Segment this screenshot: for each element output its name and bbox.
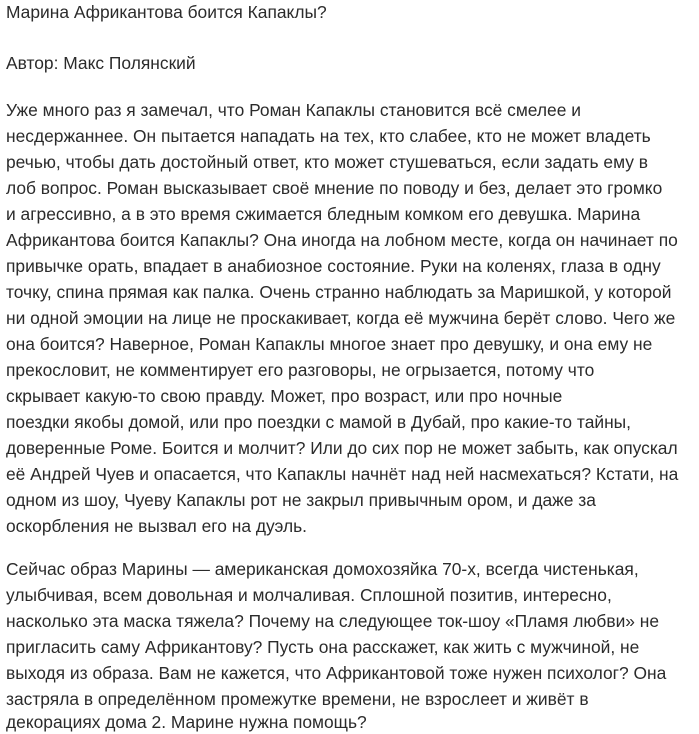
paragraph-line: Уже много раз я замечал, что Роман Капаклы становится всё смелее и xyxy=(6,100,581,120)
paragraph-line: речью, чтобы дать достойный ответ, кто может стушеваться, если задать ему в xyxy=(6,152,649,172)
paragraph-line: лоб вопрос. Роман высказывает своё мнение по поводу и без, делает это громко xyxy=(6,178,663,198)
paragraph-line: ни одной эмоции на лице не проскакивает, когда её мужчина берёт слово. Чего же xyxy=(6,308,676,328)
paragraph-line: одном из шоу, Чуеву Капаклы рот не закрыл привычным ором, и даже за xyxy=(6,490,596,510)
paragraph-line: оскорбления не вызвал его на дуэль. xyxy=(6,516,308,536)
paragraph-line: пригласить саму Африкантову? Пусть она расскажет, как жить с мужчиной, не xyxy=(6,637,640,657)
paragraph-line: насколько эта маска тяжела? Почему на следующее ток-шоу «Пламя любви» не xyxy=(6,611,660,631)
paragraph-line: Африкантова боится Капаклы? Она иногда на лобном месте, когда он начинает по xyxy=(6,230,678,250)
paragraph-line: скрывает какую-то свою правду. Может, про возраст, или про ночные xyxy=(6,386,563,406)
paragraph-line: точку, спина прямая как палка. Очень странно наблюдать за Маришкой, у которой xyxy=(6,282,672,302)
paragraph-line: она боится? Наверное, Роман Капаклы многое знает про девушку, и она ему не xyxy=(6,334,653,354)
paragraph-line: улыбчивая, всем довольная и молчаливая. Сплошной позитив, интересно, xyxy=(6,585,612,605)
paragraph-line: поездки якобы домой, или про поездки с мамой в Дубай, про какие-то тайны, xyxy=(6,412,632,432)
article-author: Автор: Макс Полянский xyxy=(6,53,196,73)
paragraph-line: Сейчас образ Марины — американская домохозяйка 70-х, всегда чистенькая, xyxy=(6,559,639,579)
paragraph-line: несдержаннее. Он пытается нападать на тех, кто слабее, кто не может владеть xyxy=(6,126,651,146)
paragraph-line: её Андрей Чуев и опасается, что Капаклы начнёт над ней насмехаться? Кстати, на xyxy=(6,464,679,484)
paragraph-line: прекословит, не комментирует его разговоры, не огрызается, потому что xyxy=(6,360,595,380)
paragraph-line: привычке орать, впадает в анабиозное состояние. Руки на коленях, глаза в одну xyxy=(6,256,661,276)
paragraph-line: застряла в определённом промежутке времени, не взрослеет и живёт в xyxy=(6,689,589,709)
paragraph-line: выходя из образа. Вам не кажется, что Африкантовой тоже нужен психолог? Она xyxy=(6,663,667,683)
article-title: Марина Африкантова боится Капаклы? xyxy=(6,2,327,22)
paragraph-line: декорациях дома 2. Марине нужна помощь? xyxy=(6,712,367,732)
paragraph-line: доверенные Роме. Боится и молчит? Или до сих пор не может забыть, как опускал xyxy=(6,438,678,458)
paragraph-line: и агрессивно, а в это время сжимается бледным комком его девушка. Марина xyxy=(6,204,641,224)
